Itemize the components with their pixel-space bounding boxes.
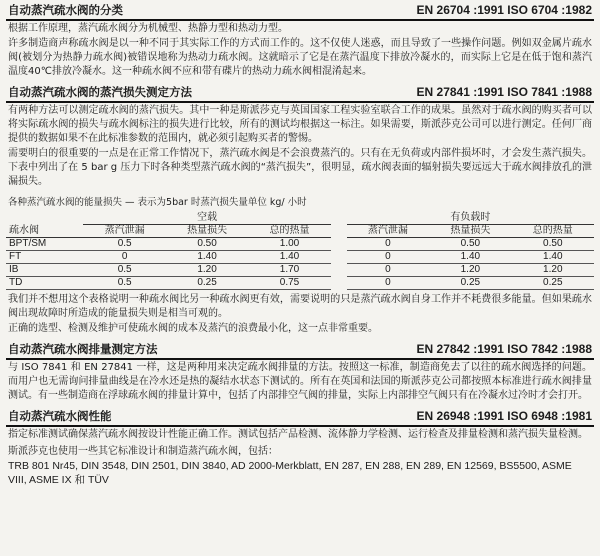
table-row: [6, 238, 594, 251]
cell-value: 1.20: [429, 264, 511, 277]
cell-value: 1.40: [429, 251, 511, 264]
paragraph: 有两种方法可以测定疏水阀的蒸汽损失。其中一种是斯派莎克与英国国家工程实验室联合工作的成果。虽然对于疏水阀的购买者可以将实际疏水阀的损失与疏水阀标注的损失进行比较，所有的测试均根据这一标注。如果需要，斯派莎克公司可以进行测定。任何厂商提供的数据如果不在此标准参数的范围内，就必须引起购买者的警惕。: [8, 105, 592, 144]
standards-list: TRB 801 Nr45, DIN 3548, DIN 2501, DIN 3840, AD 2000-Merkblatt, EN 287, EN 288, EN 289, EN 12569, BS5500, ASME VIII, ASME IX 和 TÜV: [8, 460, 572, 486]
section-header: [6, 82, 594, 103]
section-header: [6, 0, 594, 21]
paragraph: 斯派莎克也使用一些其它标准设计和制造蒸汽疏水阀，包括：: [8, 446, 278, 457]
standard-reference: EN 26704 :1991 ISO 6704 :1982: [416, 3, 592, 17]
cell-value: 1.20: [512, 264, 594, 277]
cell-value: 1.40: [248, 251, 330, 264]
cell-value: 1.70: [248, 264, 330, 277]
section-title: 自动蒸汽疏水阀的分类: [8, 3, 123, 17]
table-row: [6, 277, 594, 290]
table-header-row: [6, 225, 594, 238]
cell-value: 0.25: [512, 277, 594, 290]
cell-value: 1.20: [166, 264, 248, 277]
cell-value: 0.5: [83, 277, 165, 290]
cell-value: 0: [347, 251, 429, 264]
table-group-row: [6, 212, 594, 225]
paragraph: 指定标准测试确保蒸汽疏水阀按设计性能正确工作。测试包括产品检测、流体静力学检测、运行检查及排量检测和蒸汽损失量检测。: [8, 429, 588, 440]
paragraph: 我们并不想用这个表格说明一种疏水阀比另一种疏水阀更有效，需要说明的只是蒸汽疏水阀自身工作并不耗费很多能量。但如果疏水阀出现故障时所造成的能量损失则是相当可观的。: [8, 294, 592, 319]
table-row: [6, 264, 594, 277]
table-caption: 各种蒸汽疏水阀的能量损失 — 表示为5bar 时蒸汽损失量单位 kg/ 小时: [8, 197, 307, 208]
section-header: [6, 406, 594, 427]
paragraph: 根据工作原理，蒸汽疏水阀分为机械型、热静力型和热动力型。: [8, 23, 288, 34]
section-title: 自动蒸汽疏水阀性能: [8, 409, 112, 423]
cell-type: FT: [6, 251, 83, 264]
cell-value: 0: [83, 251, 165, 264]
section-performance: [6, 406, 594, 487]
cell-value: 0.5: [83, 264, 165, 277]
column-header-total: 总的热量: [248, 225, 330, 238]
standard-reference: EN 26948 :1991 ISO 6948 :1981: [416, 409, 592, 423]
table-row: [6, 251, 594, 264]
column-header-leak: 蒸汽泄漏: [83, 225, 165, 238]
cell-value: 1.40: [512, 251, 594, 264]
cell-value: 0.75: [248, 277, 330, 290]
section-classification: [6, 0, 594, 79]
section-steam-loss: [6, 82, 594, 336]
section-header: [6, 339, 594, 360]
cell-value: 0: [347, 238, 429, 251]
cell-type: BPT/SM: [6, 238, 83, 251]
paragraph: 正确的选型、检测及维护可使疏水阀的成本及蒸汽的浪费最小化，这一点非常重要。: [8, 323, 378, 334]
cell-value: 0.50: [166, 238, 248, 251]
column-header-total: 总的热量: [512, 225, 594, 238]
column-header-heat: 热量损失: [429, 225, 511, 238]
cell-value: 1.40: [166, 251, 248, 264]
cell-type: IB: [6, 264, 83, 277]
column-header-leak: 蒸汽泄漏: [347, 225, 429, 238]
paragraph: 许多制造商声称疏水阀是以一种不同于其实际工作的方式而工作的。这不仅使人迷惑，而且导致了一些操作问题。例如双金属片疏水阀(被划分为热静力疏水阀)被错误地称为热动力疏水阀。这就暗示了它是在蒸汽温度下排放冷凝水的，而实际上它是在低于饱和蒸汽温度40℃排放冷凝水。这一种疏水阀不应和带有碟片的热动力疏水阀相混淆起来。: [8, 38, 592, 77]
section-title: 自动蒸汽疏水阀排量测定方法: [8, 342, 158, 356]
standard-reference: EN 27841 :1991 ISO 7841 :1988: [416, 85, 592, 99]
cell-value: 0.50: [429, 238, 511, 251]
cell-type: TD: [6, 277, 83, 290]
section-title: 自动蒸汽疏水阀的蒸汽损失测定方法: [8, 85, 192, 99]
cell-value: 0: [347, 277, 429, 290]
cell-value: 0.5: [83, 238, 165, 251]
cell-value: 0: [347, 264, 429, 277]
column-header-heat: 热量损失: [166, 225, 248, 238]
energy-loss-table: [6, 212, 594, 290]
standard-reference: EN 27842 :1991 ISO 7842 :1988: [416, 342, 592, 356]
cell-value: 1.00: [248, 238, 330, 251]
paragraph: 需要明白的很重要的一点是在正常工作情况下，蒸汽疏水阀是不会浪费蒸汽的。只有在无负荷或内部件损坏时，才会发生蒸汽损失。下表中列出了在 5 bar g 压力下时各种类型蒸汽疏水阀的“蒸汽损失”，很明显，疏水阀表面的辐射损失要远远大于疏水阀排放孔的泄漏损失。: [8, 148, 592, 187]
paragraph: 与 ISO 7841 和 EN 27841 一样，这是两种用来决定疏水阀排量的方法。按照这一标准，制造商免去了以往的疏水阀选择的问题。而用户也无需询问排量曲线是在冷水还是热的凝结水状态下测试的。所有在英国和法国的斯派莎克公司都按照本标准进行疏水阀排量测试。有一些制造商在浮球疏水阀的排量计算中，包括了内部排空气阀的排量，实际上内部排空气阀只有在冷凝水过冷时才会打开。: [8, 362, 592, 401]
column-header-type: 疏水阀: [6, 225, 83, 238]
section-capacity: [6, 339, 594, 403]
cell-value: 0.50: [512, 238, 594, 251]
group-header-hot: 有负载时: [347, 212, 594, 225]
cell-value: 0.25: [429, 277, 511, 290]
cell-value: 0.25: [166, 277, 248, 290]
group-header-cold: 空载: [83, 212, 330, 225]
